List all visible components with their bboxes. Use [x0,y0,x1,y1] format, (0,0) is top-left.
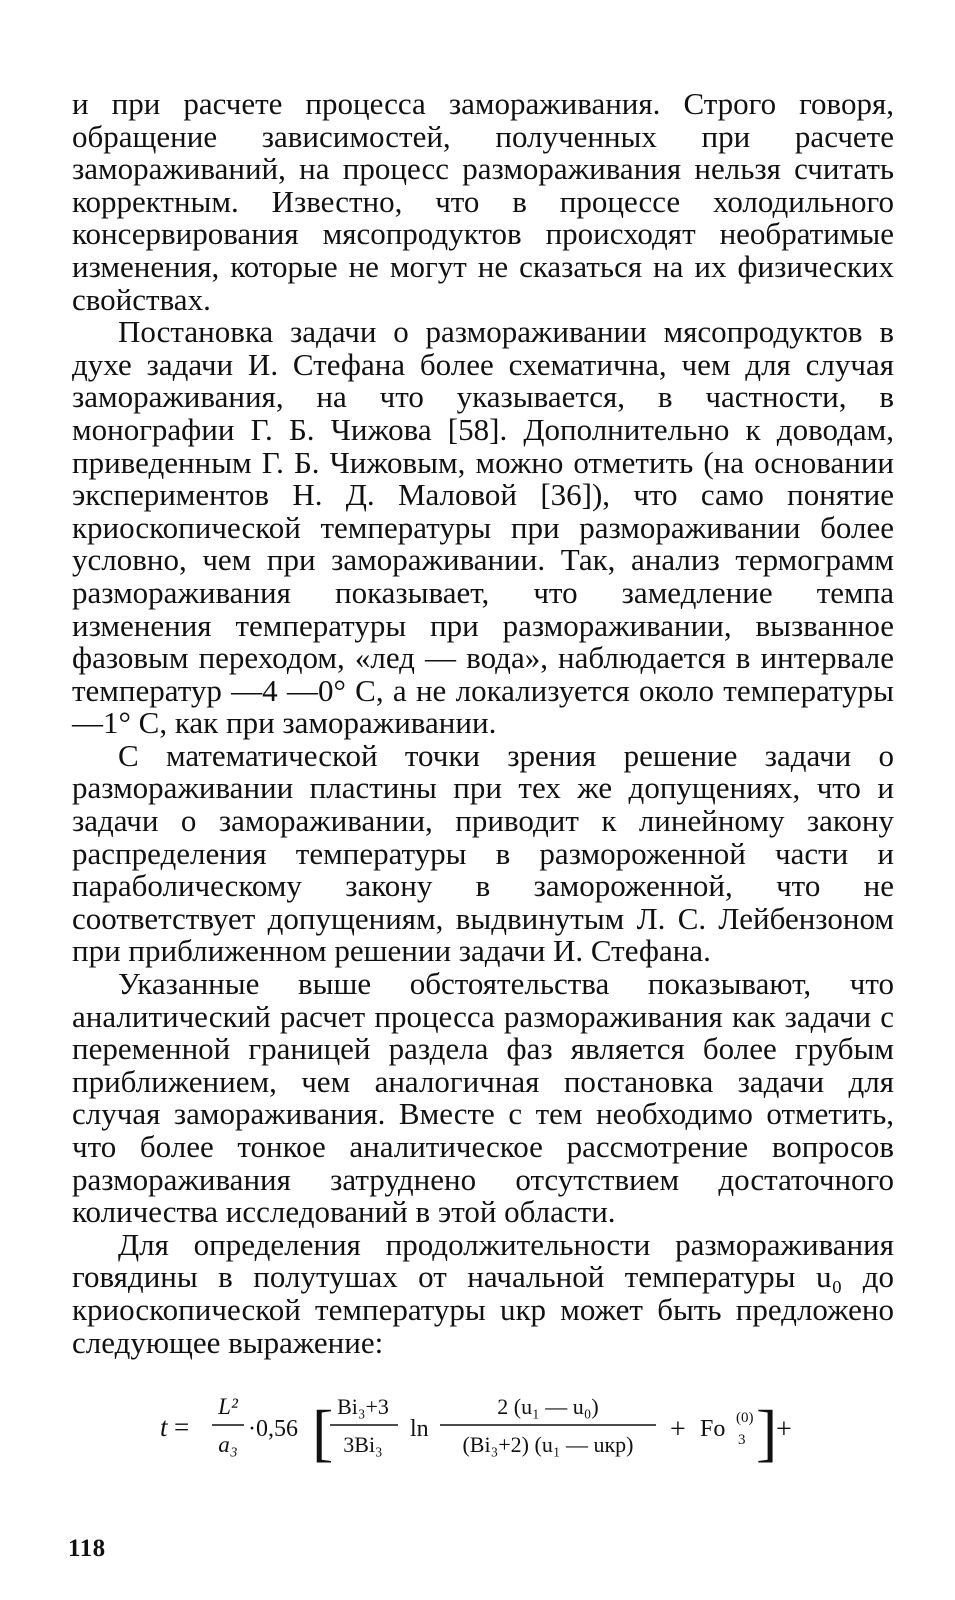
formula-fo-sup: (0) [736,1410,754,1426]
formula-coef: ·0,56 [248,1416,298,1442]
paragraph-3: С математической точки зрения решение задачи о размораживании пластины при тех же допущениях, что и задачи о замораживании, приводит к линейному закону распределения температуры в размороженной части и параболическому закону в замороженной, что не соответствует допущениям, выдвинутым Л. С. Лейбензоном при приближенном решении задачи И. Стефана. [72,737,894,969]
formula-lhs: t [160,1412,168,1442]
paragraph-4: Указанные выше обстоятельства показывают, что аналитический расчет процесса размораживания как задачи с переменной границей раздела фаз является более грубым приближением, чем аналогичная постановка задачи для случая замораживания. Вместе с тем необходимо отметить, что более тонкое аналитическое рассмотрение вопросов размораживания затруднено отсутствием достаточного количества исследований в этой области. [72,966,894,1230]
formula-left-bracket: [ [312,1397,334,1468]
paragraph-5: Для определения продолжительности размораживания говядины в полутушах от начальной температуры u₀ до криоскопической температуры uкр может быть предложено следующее выражение: [72,1226,894,1360]
formula-frac3-num: 2 (u₁ — u₀) [497,1394,599,1419]
formula-frac2-den: 3Bi₃ [343,1432,383,1457]
paragraph-2: Постановка задачи о размораживании мясопродуктов в духе задачи И. Стефана более схематична, чем для случая замораживания, на что указывается, в частности, в монографии Г. Б. Чижова [58]. Дополнительно к доводам, приведенным Г. Б. Чижовым, можно отметить (на основании экспериментов Н. Д. Маловой [36]), что само понятие криоскопической температуры при размораживании более условно, чем при замораживании. Так, анализ термограмм размораживания показывает, что замедление темпа изменения температуры при размораживании, вызванное фазовым переходом, «лед — вода», наблюдается в интервале температур —4 —0° С, а не локализуется около температуры —1° С, как при замораживании. [72,314,894,741]
paragraph-1: и при расчете процесса замораживания. Строго говоря, обращение зависимостей, полученных при расчете замораживаний, на процесс размораживания нельзя считать корректным. Известно, что в процессе холодильного консервирования мясопродуктов происходят необратимые изменения, которые не могут не сказаться на их физических свойствах. [72,86,894,317]
formula-plus-1: + [670,1414,686,1445]
formula-equals: = [174,1412,190,1442]
page-body [72,88,894,1359]
formula-ln: ln [410,1416,429,1442]
formula-frac1-num: L² [218,1394,238,1419]
formula-fo: Fo [700,1416,726,1442]
page-number: 118 [68,1535,106,1562]
formula-right-bracket: ] [756,1397,778,1468]
formula-plus-2: + [776,1414,792,1445]
thawing-time-formula [160,1378,860,1474]
formula-frac1-den: a₃ [218,1432,238,1457]
formula-frac2-num: Bi₃+3 [337,1394,389,1419]
formula-frac3-den: (Bi₃+2) (u₁ — uкр) [462,1432,634,1457]
formula-fo-sub: 3 [738,1432,746,1448]
